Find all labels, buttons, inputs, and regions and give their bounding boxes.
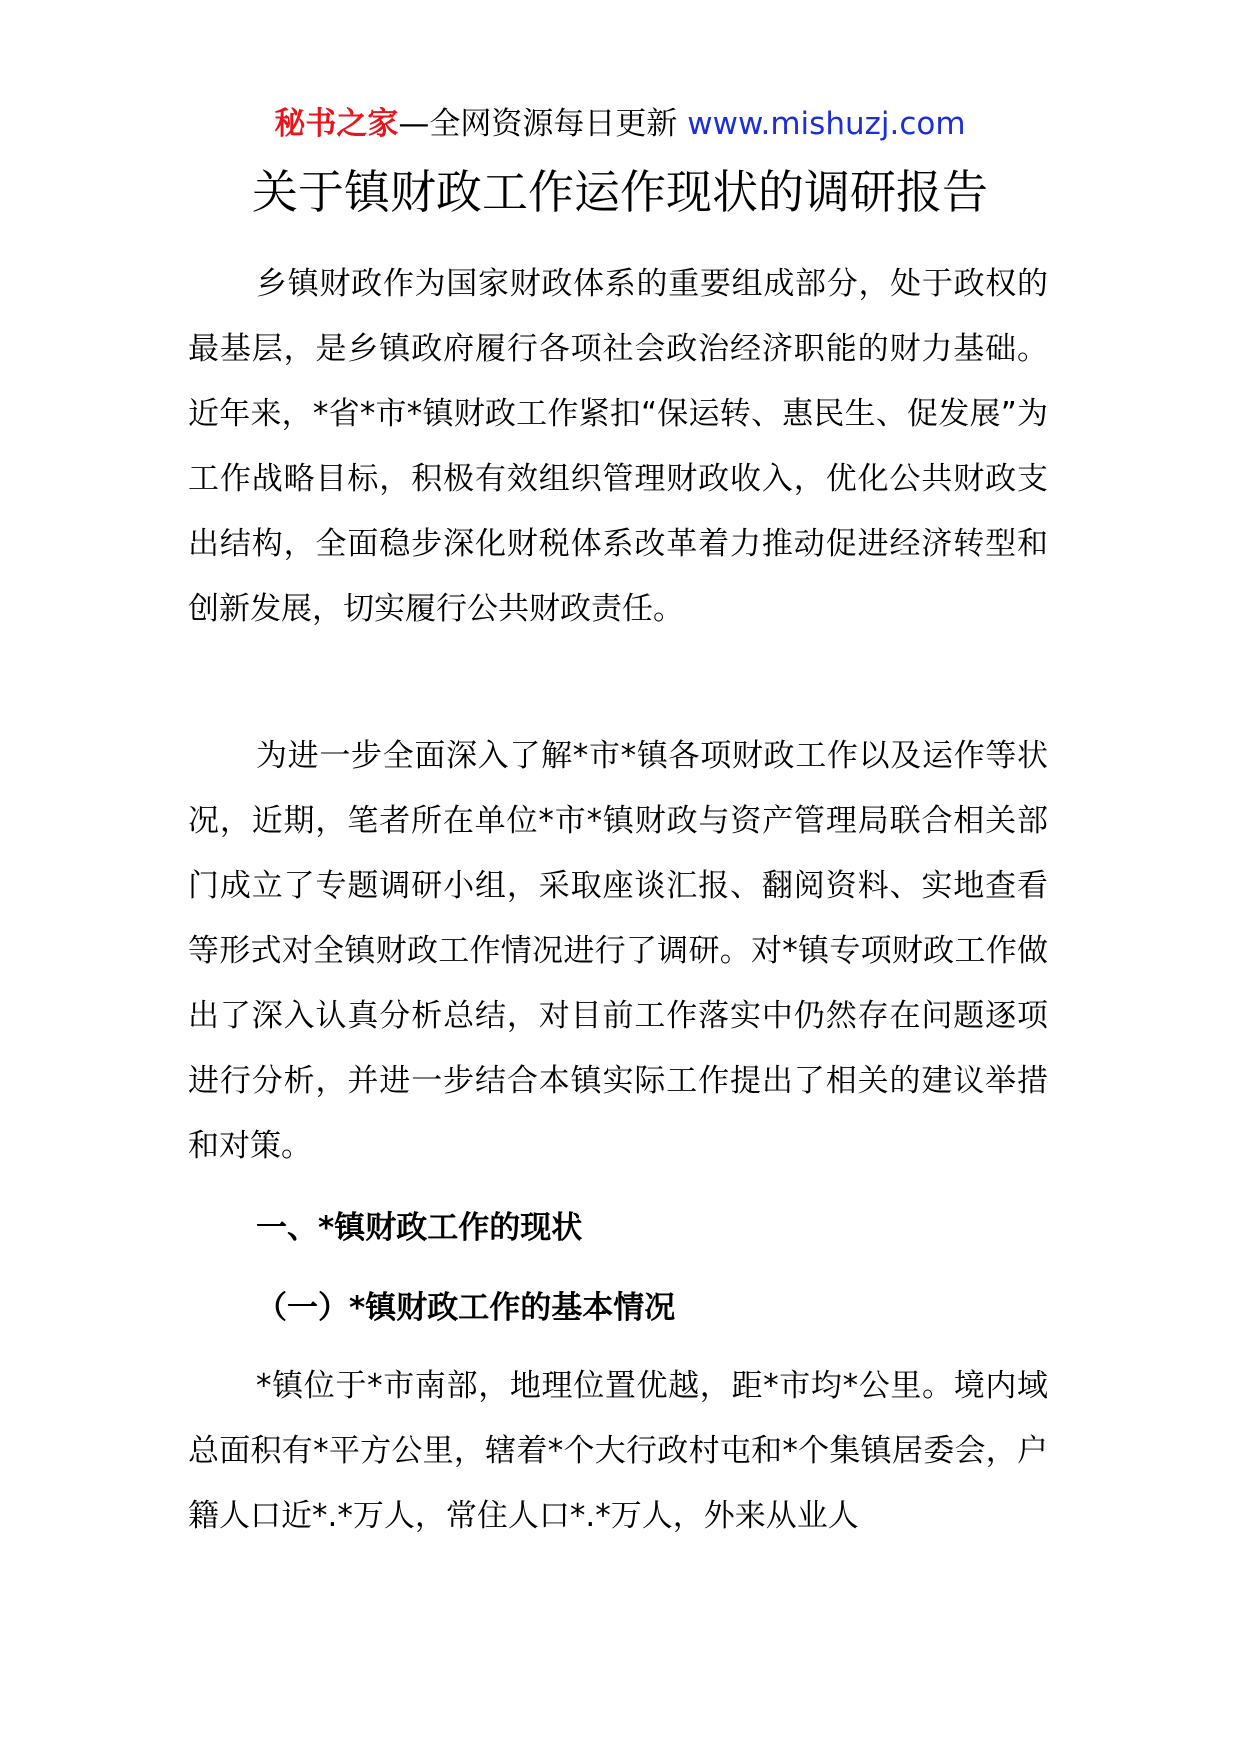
site-url-link[interactable]: www.mishuzj.com (687, 106, 966, 142)
brand-name: 秘书之家 (274, 106, 399, 142)
section-heading: 一、*镇财政工作的现状 (256, 1210, 583, 1246)
paragraph-text: 为进一步全面深入了解*市*镇各项财政工作以及运作等状况，近期，笔者所在单位*市*镇财政与资产管理局联合相关部门成立了专题调研小组，采取座谈汇报、翻阅资料、实地查看等形式对全镇财政工作情况进行了调研。对*镇专项财政工作做出了深入认真分析总结，对目前工作落实中仍然存在问题逐项进行分析，并进一步结合本镇实际工作提出了相关的建议举措和对策。 (188, 738, 1048, 1164)
paragraph-survey (188, 724, 1048, 1179)
paragraph-intro (188, 252, 1048, 642)
paragraph-text: 乡镇财政作为国家财政体系的重要组成部分，处于政权的最基层，是乡镇政府履行各项社会政治经济职能的财力基础。近年来，*省*市*镇财政工作紧扣“保运转、惠民生、促发展”为工作战略目标，积极有效组织管理财政收入，优化公共财政支出结构，全面稳步深化财税体系改革着力推动促进经济转型和创新发展，切实履行公共财政责任。 (188, 266, 1048, 627)
document-title: 关于镇财政工作运作现状的调研报告 (252, 165, 988, 219)
paragraph-basic-info (188, 1354, 1048, 1549)
subsection-heading: （一）*镇财政工作的基本情况 (256, 1290, 676, 1326)
paragraph-text: *镇位于*市南部，地理位置优越，距*市均*公里。境内域总面积有*平方公里，辖着*个大行政村屯和*个集镇居委会，户籍人口近*.*万人，常住人口*.*万人，外来从业人 (188, 1368, 1048, 1534)
header-slogan: —全网资源每日更新 (398, 106, 688, 142)
site-header (0, 102, 1240, 146)
